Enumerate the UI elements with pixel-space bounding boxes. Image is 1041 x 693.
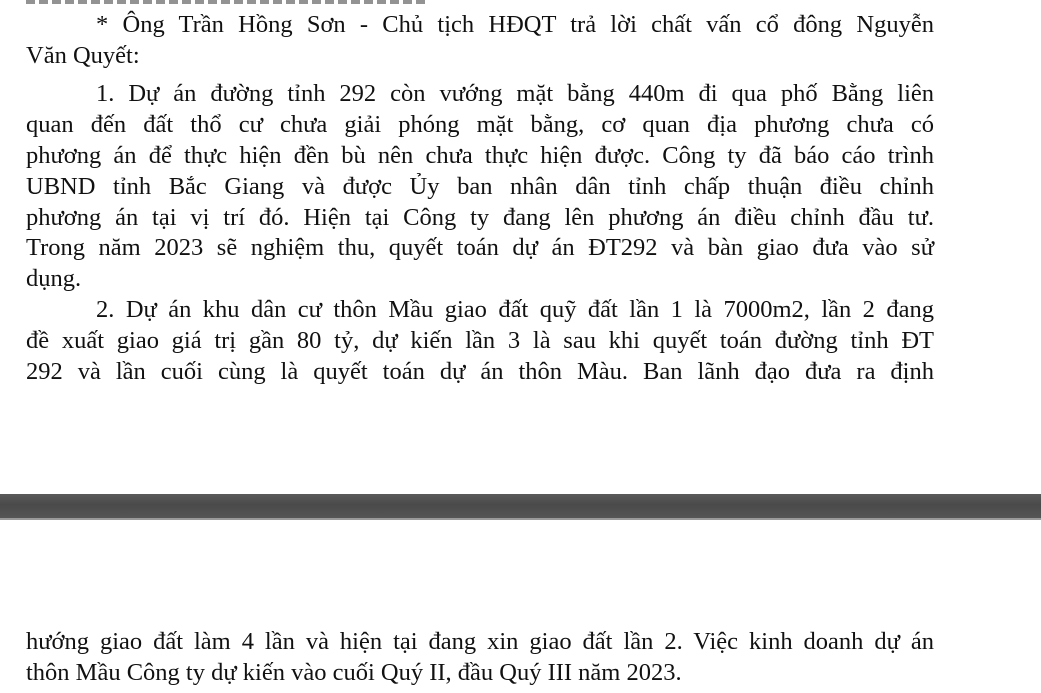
cropped-previous-line bbox=[26, 0, 426, 4]
page-break-band bbox=[0, 494, 1041, 518]
paragraph-1-line-6: Trong năm 2023 sẽ nghiệm thu, quyết toán dự án ĐT292 và bàn giao đưa vào sử bbox=[26, 234, 934, 261]
paragraph-2-line-5: thôn Mầu Công ty dự kiến vào cuối Quý II, đầu Quý III năm 2023. bbox=[26, 659, 682, 686]
paragraph-1-line-3: phương án để thực hiện đền bù nên chưa thực hiện được. Công ty đã báo cáo trình bbox=[26, 142, 934, 169]
paragraph-1-line-2: quan đến đất thổ cư chưa giải phóng mặt bằng, cơ quan địa phương chưa có bbox=[26, 111, 934, 138]
paragraph-2-line-1: 2. Dự án khu dân cư thôn Mầu giao đất quỹ đất lần 1 là 7000m2, lần 2 đang bbox=[96, 296, 934, 323]
heading-line-2: Văn Quyết: bbox=[26, 42, 140, 69]
heading-line-1: * Ông Trần Hồng Sơn - Chủ tịch HĐQT trả lời chất vấn cổ đông Nguyễn bbox=[96, 11, 934, 38]
paragraph-1-line-1: 1. Dự án đường tỉnh 292 còn vướng mặt bằng 440m đi qua phố Bằng liên bbox=[96, 80, 934, 107]
paragraph-2-line-2: đề xuất giao giá trị gần 80 tỷ, dự kiến lần 3 là sau khi quyết toán đường tỉnh ĐT bbox=[26, 327, 934, 354]
paragraph-1-line-4: UBND tỉnh Bắc Giang và được Ủy ban nhân dân tỉnh chấp thuận điều chỉnh bbox=[26, 173, 934, 200]
paragraph-1-line-5: phương án tại vị trí đó. Hiện tại Công ty đang lên phương án điều chỉnh đầu tư. bbox=[26, 204, 934, 231]
page-break-edge bbox=[0, 518, 1041, 520]
paragraph-2-line-3: 292 và lần cuối cùng là quyết toán dự án thôn Màu. Ban lãnh đạo đưa ra định bbox=[26, 358, 934, 385]
paragraph-1-line-7: dụng. bbox=[26, 265, 82, 292]
paragraph-2-line-4: hướng giao đất làm 4 lần và hiện tại đang xin giao đất lần 2. Việc kinh doanh dự án bbox=[26, 628, 934, 655]
